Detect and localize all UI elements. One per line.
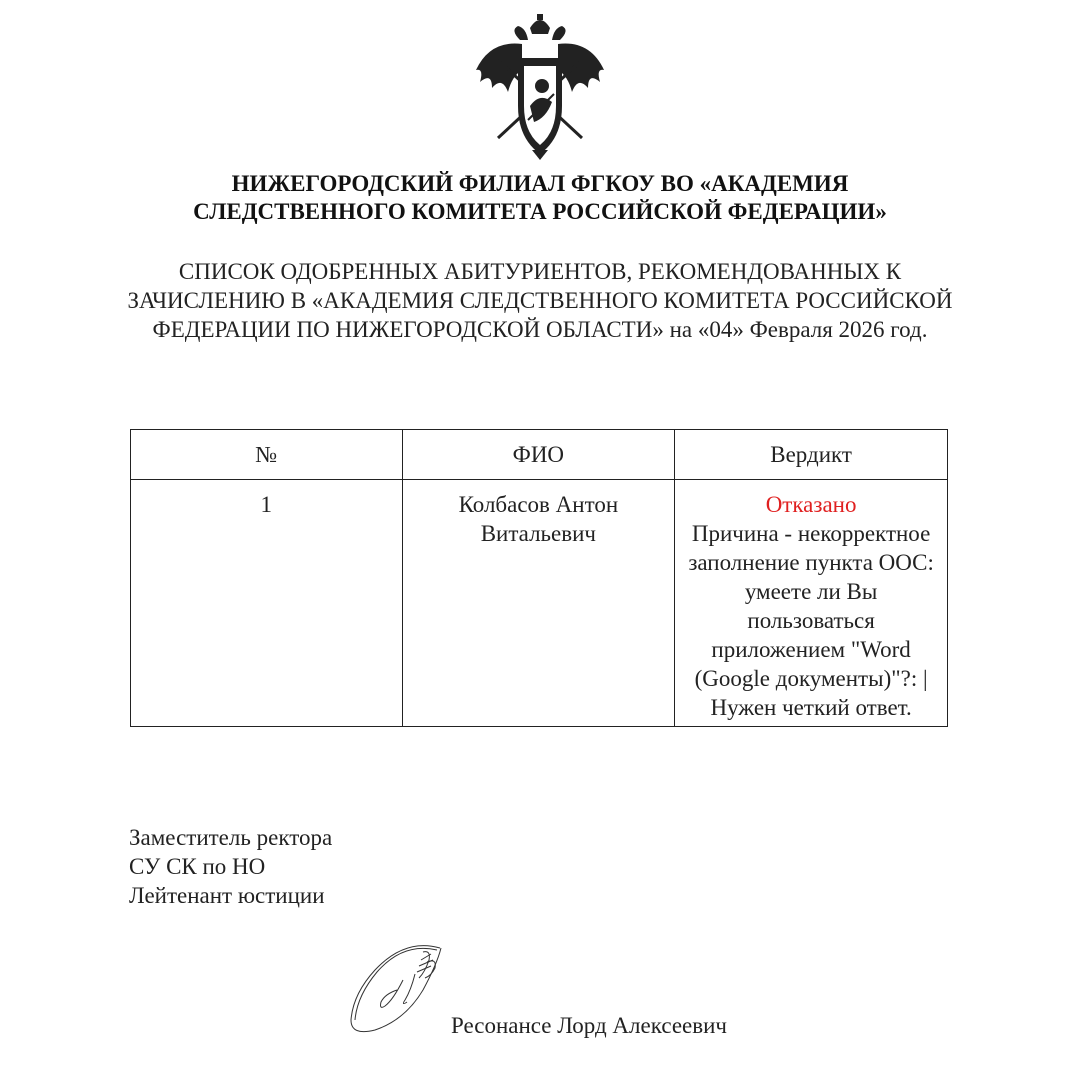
investigative-committee-emblem-icon: [470, 10, 610, 162]
signer-name: Ресонансе Лорд Алексеевич: [451, 1013, 727, 1038]
row-number: 1: [131, 480, 403, 727]
document-title: СПИСОК ОДОБРЕННЫХ АБИТУРИЕНТОВ, РЕКОМЕНДОВАННЫХ К ЗАЧИСЛЕНИЮ В «АКАДЕМИЯ СЛЕДСТВЕННОГО КОМИТЕТА РОССИЙСКОЙ ФЕДЕРАЦИИ ПО НИЖЕГОРОДСКОЙ ОБЛАСТИ» на «04» Февраля 2026 год.: [127, 259, 953, 342]
handwritten-signature-icon: [345, 940, 455, 1040]
signer-block: [129, 823, 332, 910]
table-row: [131, 480, 948, 727]
verdict-status: Отказано: [765, 492, 857, 517]
column-header-name: ФИО: [402, 430, 675, 480]
signer-position: Заместитель ректора: [129, 825, 333, 850]
applicant-name: Колбасов Антон Витальевич: [402, 480, 675, 727]
column-header-verdict: Вердикт: [675, 430, 948, 480]
signer-rank: Лейтенант юстиции: [129, 883, 325, 908]
verdict-reason: Причина - некорректное заполнение пункта ООС: умеете ли Вы пользоваться приложением "Word (Google документы)"?: | Нужен четкий ответ.: [688, 521, 934, 720]
table-header-row: [131, 430, 948, 480]
verdict-cell: [675, 480, 948, 727]
column-header-number: №: [131, 430, 403, 480]
signer-unit: СУ СК по НО: [129, 854, 266, 879]
applicants-table: [130, 429, 948, 727]
organization-title: НИЖЕГОРОДСКИЙ ФИЛИАЛ ФГКОУ ВО «АКАДЕМИЯ СЛЕДСТВЕННОГО КОМИТЕТА РОССИЙСКОЙ ФЕДЕРАЦИИ»: [193, 171, 887, 224]
